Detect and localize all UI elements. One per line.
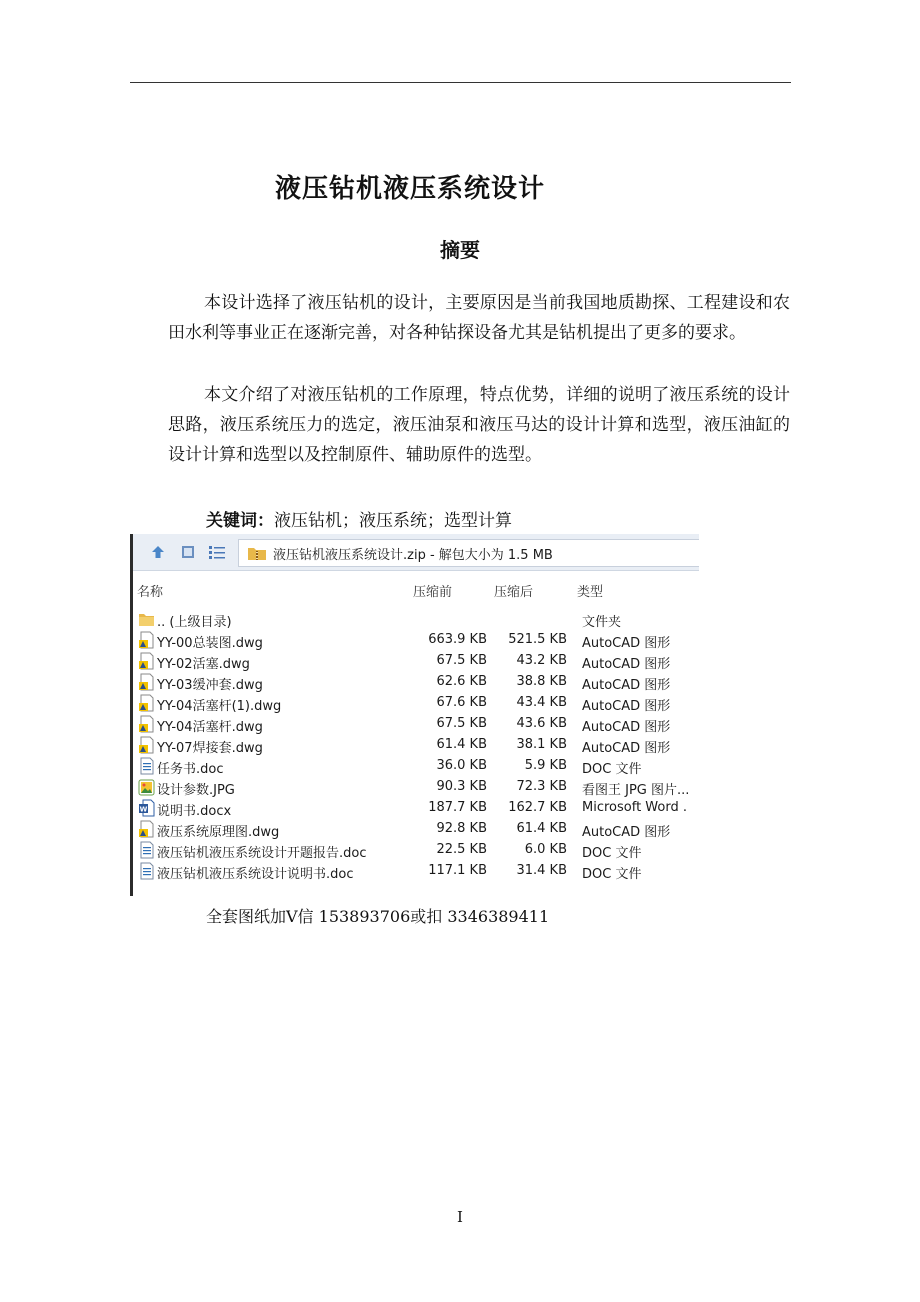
file-name: YY-03缓冲套.dwg [157, 678, 263, 693]
file-name: YY-02活塞.dwg [157, 657, 250, 672]
file-name: 说明书.docx [157, 804, 232, 819]
file-name: 设计参数.JPG [157, 783, 235, 798]
file-row[interactable] [133, 819, 699, 840]
file-name: YY-07焊接套.dwg [157, 741, 263, 756]
word-file-icon [138, 799, 155, 817]
file-type: AutoCAD 图形 [582, 741, 671, 756]
file-name: 任务书.doc [157, 762, 224, 777]
doc-file-icon [138, 757, 155, 775]
file-name: 液压钻机液压系统设计说明书.doc [157, 867, 354, 882]
file-row[interactable] [133, 651, 699, 672]
file-row[interactable] [133, 756, 699, 777]
file-type: AutoCAD 图形 [582, 699, 671, 714]
contact-line: 全套图纸加V信 153893706或扣 3346389411 [206, 907, 550, 926]
doc-file-icon [138, 841, 155, 859]
address-bar[interactable] [238, 539, 699, 567]
file-row[interactable] [133, 840, 699, 861]
file-size-before: 117.1 KB [428, 863, 487, 878]
abstract-paragraph-2: 本文介绍了对液压钻机的工作原理，特点优势，详细的说明了液压系统的设计思路，液压系统压力的选定，液压油泵和液压马达的设计计算和选型，液压油缸的设计计算和选型以及控制原件、辅助原件的选型。 [168, 385, 790, 465]
file-size-before: 663.9 KB [428, 632, 487, 647]
dwg-file-icon [138, 715, 155, 733]
zip-archive-icon [247, 545, 267, 561]
file-name: YY-04活塞杆.dwg [157, 720, 263, 735]
keywords-label: 关键词： [206, 511, 274, 531]
doc-file-icon [138, 862, 155, 880]
file-size-before: 90.3 KB [436, 779, 487, 794]
file-type: DOC 文件 [582, 762, 642, 777]
file-row[interactable] [133, 609, 699, 630]
view-list-icon[interactable] [206, 541, 228, 563]
file-type: AutoCAD 图形 [582, 657, 671, 672]
header-rule [130, 82, 791, 83]
file-size-after: 43.2 KB [516, 653, 567, 668]
file-type: AutoCAD 图形 [582, 678, 671, 693]
file-size-before: 187.7 KB [428, 800, 487, 815]
file-size-before: 92.8 KB [436, 821, 487, 836]
file-type: AutoCAD 图形 [582, 720, 671, 735]
file-row[interactable] [133, 735, 699, 756]
folder-icon [138, 610, 155, 628]
file-size-after: 43.4 KB [516, 695, 567, 710]
column-headers [133, 578, 699, 600]
document-title: 液压钻机液压系统设计 [274, 174, 545, 204]
file-size-before: 61.4 KB [436, 737, 487, 752]
file-size-after: 72.3 KB [516, 779, 567, 794]
file-row[interactable] [133, 861, 699, 882]
column-header-size-after[interactable]: 压缩后 [494, 585, 534, 600]
svg-text:W: W [139, 805, 148, 814]
dwg-file-icon [138, 631, 155, 649]
file-name: YY-04活塞杆(1).dwg [157, 699, 282, 714]
file-name: YY-00总装图.dwg [157, 636, 263, 651]
column-header-type[interactable]: 类型 [577, 585, 604, 600]
file-type: AutoCAD 图形 [582, 636, 671, 651]
up-arrow-icon[interactable] [147, 541, 169, 563]
file-type: AutoCAD 图形 [582, 825, 671, 840]
abstract-paragraph-1: 本设计选择了液压钻机的设计，主要原因是当前我国地质勘探、工程建设和农田水利等事业正在逐渐完善，对各种钻探设备尤其是钻机提出了更多的要求。 [168, 293, 790, 343]
column-header-size-before[interactable]: 压缩前 [413, 585, 453, 600]
file-size-after: 6.0 KB [524, 842, 567, 857]
jpg-file-icon [138, 778, 155, 796]
file-type: 文件夹 [582, 615, 622, 630]
file-size-before: 62.6 KB [436, 674, 487, 689]
file-size-before: 67.5 KB [436, 716, 487, 731]
file-size-before: 67.5 KB [436, 653, 487, 668]
archive-toolbar [133, 534, 699, 571]
file-size-after: 38.1 KB [516, 737, 567, 752]
file-size-before: 22.5 KB [436, 842, 487, 857]
file-row[interactable] [133, 777, 699, 798]
file-row[interactable] [133, 672, 699, 693]
file-row[interactable] [133, 798, 699, 819]
file-row[interactable] [133, 693, 699, 714]
address-text: 液压钻机液压系统设计.zip - 解包大小为 1.5 MB [273, 547, 553, 563]
file-type: Microsoft Word . [582, 800, 687, 815]
keywords-value: 液压钻机；液压系统；选型计算 [274, 511, 512, 531]
file-size-after: 43.6 KB [516, 716, 567, 731]
view-grid-icon[interactable] [177, 541, 199, 563]
file-size-before: 67.6 KB [436, 695, 487, 710]
file-name: .. (上级目录) [157, 615, 232, 630]
file-type: 看图王 JPG 图片... [582, 783, 690, 798]
file-size-after: 521.5 KB [508, 632, 567, 647]
file-size-after: 61.4 KB [516, 821, 567, 836]
keywords-line [206, 506, 512, 531]
file-row[interactable] [133, 630, 699, 651]
file-name: 液压系统原理图.dwg [157, 825, 280, 840]
file-type: DOC 文件 [582, 867, 642, 882]
dwg-file-icon [138, 652, 155, 670]
file-size-before: 36.0 KB [436, 758, 487, 773]
dwg-file-icon [138, 673, 155, 691]
file-row[interactable] [133, 714, 699, 735]
dwg-file-icon [138, 820, 155, 838]
file-type: DOC 文件 [582, 846, 642, 861]
page-number: I [457, 1208, 463, 1226]
dwg-file-icon [138, 694, 155, 712]
file-size-after: 31.4 KB [516, 863, 567, 878]
file-rows [133, 609, 699, 882]
dwg-file-icon [138, 736, 155, 754]
file-size-after: 38.8 KB [516, 674, 567, 689]
file-size-after: 5.9 KB [524, 758, 567, 773]
abstract-heading: 摘要 [440, 238, 480, 262]
archive-file-list [130, 534, 699, 896]
file-name: 液压钻机液压系统设计开题报告.doc [157, 846, 367, 861]
column-header-name[interactable]: 名称 [137, 585, 164, 600]
file-size-after: 162.7 KB [508, 800, 567, 815]
